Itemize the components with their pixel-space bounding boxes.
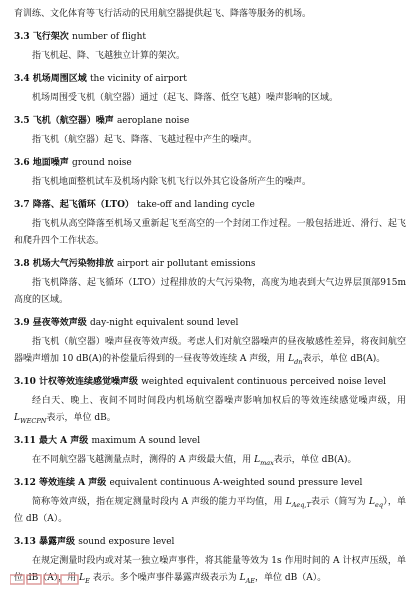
section-3-8-heading xyxy=(14,257,406,271)
symbol-L-ae-subscript: AE xyxy=(245,576,256,585)
section-3-12-body xyxy=(14,494,406,528)
symbol-L-e-subscript: E xyxy=(85,576,90,585)
symbol-L-max-subscript: max xyxy=(260,458,274,467)
watermark-mark-icon xyxy=(10,573,80,586)
section-3-4-english: the vicinity of airport xyxy=(89,74,187,84)
symbol-L-ae: L xyxy=(239,573,246,583)
section-3-10-heading xyxy=(14,375,406,389)
section-3-9-title: 3.9 昼夜等效声级 xyxy=(14,318,87,328)
section-3-6-heading xyxy=(14,156,406,170)
section-3-9-text-tail: 表示，单位 dB(A)。 xyxy=(302,354,386,364)
section-3-3-title: 3.3 飞行架次 xyxy=(14,32,69,42)
symbol-L-dn: L xyxy=(288,354,295,364)
section-3-9-text: 指飞机（航空器）噪声昼夜等效声级。考虑人们对航空器噪声的昼夜敏感性差异，将夜间航空器噪声增加 10 dB(A)的补偿量后得到的一昼夜等效连续 A 声级，用 xyxy=(14,337,406,364)
watermark-logo xyxy=(10,573,80,586)
section-3-12-english: equivalent continuous A-weighted sound pressure level xyxy=(109,478,363,488)
section-3-6-english: ground noise xyxy=(71,158,132,168)
section-3-10-text: 经白天、晚上、夜间不同时间段内机场航空器噪声影响加权后的等效连续感觉噪声级，用 xyxy=(32,396,406,406)
section-3-13-text: 在规定测量时段内或对某一独立噪声事件，将其能量等效为 1s 作用时间的 A 计权声压级，单位 dB（A），用 xyxy=(14,556,406,583)
section-3-8-english: airport air pollutant emissions xyxy=(116,259,256,269)
section-3-9-english: day-night equivalent sound level xyxy=(89,318,239,328)
section-3-12-text: 简称等效声级，指在规定测量时段内 A 声级的能力平均值，用 xyxy=(32,497,286,507)
section-3-10-text-tail: 表示，单位 dB。 xyxy=(46,413,116,423)
section-3-4-body: 机场周围受飞机（航空器）通过（起飞、降落、低空飞越）噪声影响的区域。 xyxy=(32,93,339,103)
section-3-4-title: 3.4 机场周围区域 xyxy=(14,74,87,84)
section-3-13-title: 3.13 暴露声级 xyxy=(14,537,76,547)
symbol-L-aeq-t-subscript: Aeq,T xyxy=(291,500,311,509)
symbol-L-wecpn-subscript: WECPN xyxy=(19,416,47,425)
document-page xyxy=(14,6,406,587)
section-3-6-body: 指飞机地面整机试车及机场内除飞机飞行以外其它设备所产生的噪声。 xyxy=(32,177,312,187)
section-3-11-english: maximum A sound level xyxy=(91,436,201,446)
section-3-10-english: weighted equivalent continuous perceived noise level xyxy=(141,377,387,387)
section-3-9-body xyxy=(14,334,406,368)
section-3-5-heading xyxy=(14,114,406,128)
section-3-11-title: 3.11 最大 A 声级 xyxy=(14,436,89,446)
symbol-L-eq: L xyxy=(369,497,375,507)
section-3-5-body: 指飞机（航空器）起飞、降落、飞越过程中产生的噪声。 xyxy=(32,135,258,145)
section-3-8-title: 3.8 机场大气污染物排放 xyxy=(14,259,114,269)
section-3-8-body: 指飞机降落、起飞循环（LTO）过程排放的大气污染物，高度为地表到大气边界层顶部915m 高度的区域。 xyxy=(14,278,406,305)
section-3-4-heading xyxy=(14,72,406,86)
section-3-13-text-mid: 表示。多个噪声事件暴露声级表示为 xyxy=(89,573,240,583)
section-3-12-text-mid: 表示（简写为 xyxy=(310,497,369,507)
intro-paragraph-tail: 育训练、文化体育等飞行活动的民用航空器提供起飞、降落等服务的机场。 xyxy=(14,9,312,19)
section-3-7-heading xyxy=(14,198,406,212)
section-3-10-body xyxy=(14,393,406,427)
section-3-10-title: 3.10 计权等效连续感觉噪声级 xyxy=(14,377,139,387)
symbol-L-dn-subscript: dn xyxy=(294,357,303,366)
section-3-3-body: 指飞机起、降、飞越独立计算的架次。 xyxy=(32,51,186,61)
symbol-L-max: L xyxy=(254,455,261,465)
symbol-L-e: L xyxy=(79,573,86,583)
symbol-L-aeq-t: L xyxy=(285,497,292,507)
section-3-11-body xyxy=(14,452,406,469)
section-3-11-heading xyxy=(14,434,406,448)
symbol-L-eq-subscript: eq xyxy=(374,500,383,509)
section-3-7-body: 指飞机从高空降落至机场又重新起飞至高空的一个封闭工作过程。一般包括进近、滑行、起飞和爬升四个工作状态。 xyxy=(14,219,406,246)
section-3-3-heading xyxy=(14,30,406,44)
section-3-9-heading xyxy=(14,316,406,330)
section-3-5-english: aeroplane noise xyxy=(116,116,190,126)
section-3-7-title: 3.7 降落、起飞循环（LTO） xyxy=(14,200,134,210)
section-3-6-title: 3.6 地面噪声 xyxy=(14,158,69,168)
section-3-13-text-tail: ，单位 dB（A）。 xyxy=(255,573,327,583)
section-3-13-heading xyxy=(14,535,406,549)
section-3-12-heading xyxy=(14,476,406,490)
section-3-12-title: 3.12 等效连续 A 声级 xyxy=(14,478,107,488)
section-3-3-english: number of flight xyxy=(71,32,146,42)
section-3-11-text: 在不同航空器飞越测量点时，测得的 A 声级最大值，用 xyxy=(32,455,255,465)
section-3-13-english: sound exposure level xyxy=(78,537,175,547)
section-3-7-english: take-off and landing cycle xyxy=(137,200,255,210)
section-3-5-title: 3.5 飞机（航空器）噪声 xyxy=(14,116,114,126)
section-3-12-text-tail: ），单位 dB（A）。 xyxy=(14,497,406,524)
section-3-11-text-tail: 表示，单位 dB(A)。 xyxy=(273,455,357,465)
symbol-L-wecpn: L xyxy=(14,413,20,423)
